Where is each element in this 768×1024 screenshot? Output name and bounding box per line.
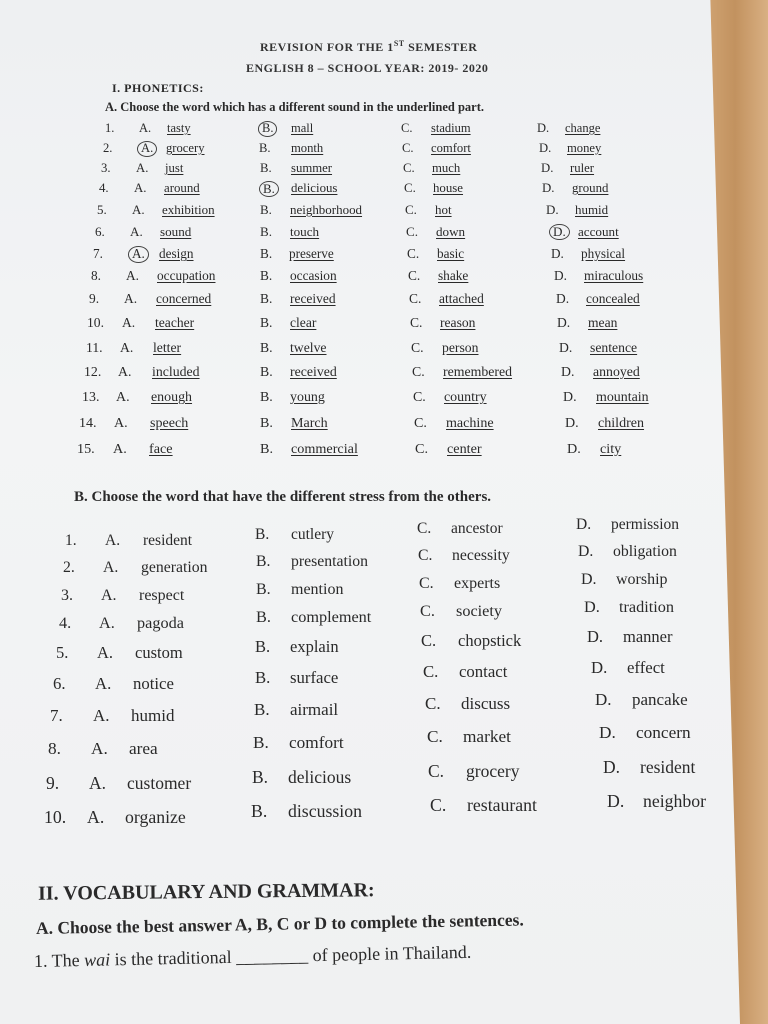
- option-c-word: reason: [440, 315, 476, 330]
- option-a-word: exhibition: [162, 202, 215, 217]
- option-d-word: neighbor: [643, 791, 707, 811]
- option-a-letter[interactable]: A.: [136, 161, 149, 175]
- option-b-word: young: [290, 390, 325, 405]
- title-text-end: SEMESTER: [404, 40, 478, 54]
- question-number: 8.: [48, 739, 61, 758]
- option-c-letter[interactable]: C.: [418, 547, 433, 564]
- option-b-letter[interactable]: B.: [260, 202, 272, 217]
- question-number: 4.: [99, 181, 109, 195]
- option-b-word: airmail: [290, 700, 339, 719]
- option-b-letter[interactable]: B.: [260, 161, 272, 175]
- question-number: 5.: [56, 643, 69, 662]
- option-b-letter[interactable]: B.: [260, 390, 273, 405]
- option-b-letter[interactable]: B.: [260, 415, 273, 431]
- question-number: 8.: [91, 268, 101, 283]
- option-c-letter[interactable]: C.: [415, 441, 428, 457]
- option-d-word: effect: [627, 658, 665, 677]
- option-c-word: contact: [459, 662, 508, 681]
- option-d-letter[interactable]: D.: [554, 268, 567, 283]
- option-a-word: sound: [160, 224, 192, 239]
- option-d-letter[interactable]: D.: [559, 340, 573, 355]
- option-c-letter[interactable]: C.: [406, 224, 419, 239]
- option-a-word: grocery: [166, 141, 205, 155]
- option-d-letter[interactable]: D.: [603, 757, 621, 777]
- option-b-letter[interactable]: B.: [255, 526, 270, 543]
- option-a-word: pagoda: [137, 614, 184, 632]
- option-d-letter[interactable]: D.: [591, 658, 608, 677]
- option-d-word: city: [600, 441, 622, 457]
- option-d-word: concealed: [586, 291, 640, 306]
- option-d-letter[interactable]: D.: [595, 690, 612, 709]
- option-c-letter[interactable]: C.: [408, 268, 421, 283]
- option-d-letter[interactable]: D.: [541, 161, 554, 175]
- option-b-word: commercial: [291, 441, 358, 457]
- option-a-word: resident: [143, 532, 193, 549]
- option-d-word: ground: [572, 181, 609, 195]
- question-number: 12.: [84, 364, 102, 379]
- question-number: 7.: [50, 706, 63, 725]
- option-a-word: generation: [141, 559, 208, 576]
- option-c-word: machine: [446, 415, 494, 431]
- option-a-letter[interactable]: A.: [130, 224, 143, 239]
- option-c-word: house: [433, 181, 464, 195]
- option-b-letter[interactable]: B.: [260, 224, 273, 239]
- option-b-word: twelve: [290, 340, 327, 355]
- question-number: 9.: [46, 773, 60, 793]
- option-b-word: clear: [290, 315, 317, 330]
- option-c-letter[interactable]: C.: [420, 602, 435, 620]
- option-c-letter[interactable]: C.: [412, 364, 425, 379]
- option-b-word: complement: [291, 608, 372, 626]
- option-c-letter[interactable]: C.: [405, 202, 417, 217]
- option-b-word: occasion: [290, 268, 337, 283]
- option-b-letter[interactable]: B.: [253, 733, 269, 752]
- option-a-letter[interactable]: A.: [114, 415, 128, 431]
- option-d-word: mountain: [596, 390, 649, 405]
- option-a-letter[interactable]: A.: [139, 121, 152, 135]
- option-b-letter[interactable]: B.: [260, 441, 273, 457]
- option-d-word: tradition: [619, 598, 675, 616]
- q1-text-start: 1. The: [33, 949, 85, 971]
- option-c-word: discuss: [461, 694, 511, 713]
- option-a-word: customer: [127, 773, 192, 793]
- question-number: 6.: [95, 224, 105, 239]
- q1-answer-blank[interactable]: ________: [235, 945, 309, 967]
- option-b-letter[interactable]: B.: [260, 291, 273, 306]
- option-b-word: comfort: [289, 733, 344, 752]
- option-d-word: permission: [611, 516, 680, 533]
- option-c-word: necessity: [452, 547, 510, 564]
- question-number: 10.: [44, 807, 67, 827]
- option-c-letter[interactable]: C.: [411, 340, 424, 355]
- option-a-letter[interactable]: A.: [105, 532, 121, 549]
- option-b-word: cutlery: [291, 526, 335, 543]
- vocab-part-a: A. Choose the best answer A, B, C or D to complete the sentences.: [35, 909, 524, 938]
- option-c-word: attached: [439, 291, 484, 306]
- option-a-letter[interactable]: A.: [122, 315, 136, 330]
- option-a-word: organize: [125, 807, 186, 827]
- option-d-letter[interactable]: D.: [587, 627, 604, 646]
- option-b-word: month: [291, 141, 324, 155]
- option-d-word: children: [598, 415, 645, 431]
- option-b-letter[interactable]: B.: [251, 801, 268, 821]
- option-c-word: market: [463, 727, 511, 746]
- option-d-letter[interactable]: D.: [557, 315, 571, 330]
- q1-text-mid: is the traditional: [109, 946, 237, 970]
- option-b-letter[interactable]: B.: [255, 637, 271, 656]
- option-d-letter[interactable]: D.: [576, 516, 592, 533]
- option-b-letter[interactable]: B.: [256, 608, 271, 626]
- option-d-letter[interactable]: D.: [578, 543, 594, 560]
- option-c-word: country: [444, 390, 487, 405]
- option-d-word: obligation: [613, 543, 677, 560]
- option-c-word: experts: [454, 575, 501, 592]
- worksheet-subtitle: ENGLISH 8 – SCHOOL YEAR: 2019- 2020: [246, 61, 489, 75]
- question-number: 2.: [103, 141, 113, 155]
- option-a-letter[interactable]: A.: [91, 739, 108, 758]
- option-a-letter-circled[interactable]: A.: [137, 141, 157, 157]
- option-d-word: manner: [623, 627, 673, 646]
- option-c-letter[interactable]: C.: [409, 291, 422, 306]
- option-a-letter[interactable]: A.: [116, 390, 130, 405]
- question-number: 13.: [82, 390, 100, 405]
- option-d-word: account: [578, 224, 619, 239]
- question-number: 6.: [53, 674, 66, 693]
- option-d-word: worship: [616, 571, 668, 588]
- option-d-word: annoyed: [593, 364, 640, 379]
- q1-text-end: of people in Thailand.: [307, 941, 472, 966]
- vocab-heading: II. VOCABULARY AND GRAMMAR:: [37, 879, 375, 905]
- option-a-letter[interactable]: A.: [101, 587, 117, 604]
- option-d-word: miraculous: [584, 268, 644, 283]
- question-number: 5.: [97, 202, 107, 217]
- option-d-word: change: [565, 121, 601, 135]
- option-b-word: delicious: [288, 767, 352, 787]
- option-d-word: sentence: [590, 340, 638, 355]
- option-b-letter[interactable]: B.: [254, 700, 270, 719]
- option-c-word: chopstick: [458, 631, 522, 650]
- option-c-word: comfort: [431, 141, 471, 155]
- option-c-letter[interactable]: C.: [407, 246, 420, 261]
- option-a-word: letter: [153, 340, 182, 355]
- option-c-word: person: [442, 340, 479, 355]
- question-number: 4.: [59, 614, 72, 632]
- option-a-letter[interactable]: A.: [113, 441, 127, 457]
- option-a-letter[interactable]: A.: [103, 559, 119, 576]
- option-c-word: basic: [437, 246, 465, 261]
- option-a-letter[interactable]: A.: [93, 706, 110, 725]
- option-a-letter[interactable]: A.: [134, 181, 147, 195]
- q1-wai-word: wai: [83, 949, 111, 970]
- option-b-word: mall: [291, 121, 314, 135]
- option-a-word: face: [149, 441, 173, 457]
- option-b-letter[interactable]: B.: [260, 364, 273, 379]
- option-c-letter[interactable]: C.: [414, 415, 427, 431]
- option-a-word: respect: [139, 587, 185, 604]
- phonetics-part-a: A. Choose the word which has a different sound in the underlined part.: [105, 100, 484, 114]
- option-b-letter[interactable]: B.: [260, 246, 273, 261]
- option-b-word: surface: [290, 668, 339, 687]
- option-c-letter[interactable]: C.: [403, 161, 415, 175]
- option-d-word: money: [567, 141, 602, 155]
- option-b-word: March: [291, 415, 328, 431]
- option-a-word: tasty: [167, 121, 191, 135]
- option-b-word: touch: [290, 224, 320, 239]
- option-c-letter[interactable]: C.: [402, 141, 414, 155]
- option-c-letter[interactable]: C.: [417, 520, 432, 537]
- option-d-word: concern: [636, 723, 691, 742]
- option-a-word: around: [164, 181, 200, 195]
- option-c-word: remembered: [443, 364, 513, 379]
- option-c-letter[interactable]: C.: [419, 575, 434, 592]
- option-a-letter[interactable]: A.: [120, 340, 134, 355]
- option-b-word: preserve: [289, 246, 334, 261]
- option-a-letter[interactable]: A.: [97, 643, 114, 662]
- option-c-letter[interactable]: C.: [421, 631, 437, 650]
- option-b-letter[interactable]: B.: [252, 767, 269, 787]
- option-a-word: notice: [133, 674, 174, 693]
- option-c-letter[interactable]: C.: [430, 795, 447, 815]
- title-sup: ST: [393, 39, 405, 48]
- option-d-letter[interactable]: D.: [563, 390, 577, 405]
- option-a-letter[interactable]: A.: [95, 674, 112, 693]
- question-number: 3.: [61, 587, 73, 604]
- option-b-letter-circled[interactable]: B.: [258, 121, 277, 137]
- option-b-letter[interactable]: B.: [260, 315, 273, 330]
- option-a-letter[interactable]: A.: [89, 773, 107, 793]
- option-d-word: resident: [640, 757, 696, 777]
- option-c-letter[interactable]: C.: [428, 761, 445, 781]
- option-d-word: pancake: [632, 690, 688, 709]
- option-b-word: delicious: [291, 181, 338, 195]
- option-b-word: summer: [291, 161, 333, 175]
- option-d-letter[interactable]: D.: [556, 291, 570, 306]
- option-d-letter[interactable]: D.: [546, 202, 559, 217]
- option-b-word: received: [290, 364, 337, 379]
- option-d-letter[interactable]: D.: [565, 415, 579, 431]
- option-a-letter-circled[interactable]: A.: [128, 246, 149, 263]
- option-d-letter[interactable]: D.: [561, 364, 575, 379]
- option-a-word: custom: [135, 643, 183, 662]
- option-c-word: hot: [435, 202, 452, 217]
- option-a-word: humid: [131, 706, 175, 725]
- question-number: 14.: [79, 415, 97, 431]
- option-d-letter[interactable]: D.: [542, 181, 555, 195]
- option-d-letter[interactable]: D.: [551, 246, 564, 261]
- option-b-word: discussion: [288, 801, 362, 821]
- option-b-letter[interactable]: B.: [260, 268, 273, 283]
- option-c-letter[interactable]: C.: [423, 662, 439, 681]
- option-d-letter[interactable]: D.: [537, 121, 550, 135]
- option-a-word: design: [159, 246, 194, 261]
- option-c-letter[interactable]: C.: [425, 694, 441, 713]
- option-b-letter[interactable]: B.: [255, 668, 271, 687]
- option-b-letter[interactable]: B.: [259, 141, 271, 155]
- option-c-word: center: [447, 441, 482, 457]
- stress-part-b: B. Choose the word that have the different stress from the others.: [74, 489, 492, 505]
- option-d-letter[interactable]: D.: [567, 441, 581, 457]
- option-a-word: enough: [151, 390, 193, 405]
- option-b-letter-circled[interactable]: B.: [259, 181, 279, 197]
- option-c-letter[interactable]: C.: [404, 181, 416, 195]
- question-number: 3.: [101, 161, 111, 175]
- option-a-letter[interactable]: A.: [126, 268, 139, 283]
- option-c-word: much: [432, 161, 461, 175]
- option-d-word: mean: [588, 315, 618, 330]
- title-text: REVISION FOR THE 1: [260, 40, 394, 54]
- option-a-word: concerned: [156, 291, 212, 306]
- question-number: 11.: [86, 340, 103, 355]
- option-a-letter[interactable]: A.: [87, 807, 105, 827]
- option-c-word: stadium: [431, 121, 471, 135]
- option-d-letter[interactable]: D.: [581, 571, 597, 588]
- option-d-letter[interactable]: D.: [607, 791, 625, 811]
- option-a-word: teacher: [155, 315, 195, 330]
- question-number: 1.: [105, 121, 115, 135]
- option-a-letter[interactable]: A.: [132, 202, 145, 217]
- question-number: 2.: [63, 559, 75, 576]
- option-d-letter[interactable]: D.: [599, 723, 616, 742]
- option-c-word: shake: [438, 268, 469, 283]
- option-b-word: received: [290, 291, 336, 306]
- option-b-word: presentation: [291, 553, 368, 570]
- option-d-word: ruler: [570, 161, 595, 175]
- option-a-letter[interactable]: A.: [124, 291, 138, 306]
- question-number: 10.: [87, 315, 104, 330]
- option-d-word: humid: [575, 202, 609, 217]
- option-d-word: physical: [581, 246, 626, 261]
- option-a-word: occupation: [157, 268, 216, 283]
- question-number: 1.: [65, 532, 77, 549]
- question-number: 9.: [89, 291, 100, 306]
- option-c-word: grocery: [466, 761, 520, 781]
- option-a-word: just: [165, 161, 184, 175]
- option-c-letter[interactable]: C.: [410, 315, 423, 330]
- worksheet-title: [260, 39, 477, 55]
- option-c-letter[interactable]: C.: [427, 727, 443, 746]
- option-a-letter[interactable]: A.: [99, 614, 115, 632]
- option-b-word: explain: [290, 637, 339, 656]
- option-d-letter[interactable]: D.: [584, 598, 600, 616]
- option-c-word: ancestor: [451, 520, 503, 537]
- option-b-letter[interactable]: B.: [256, 581, 271, 598]
- option-a-letter[interactable]: A.: [118, 364, 132, 379]
- option-a-word: area: [129, 739, 158, 758]
- option-c-letter[interactable]: C.: [401, 121, 413, 135]
- question-number: 15.: [77, 441, 95, 457]
- phonetics-heading: I. PHONETICS:: [112, 81, 204, 95]
- option-d-letter-circled[interactable]: D.: [549, 224, 570, 240]
- option-c-word: society: [456, 602, 503, 620]
- option-b-word: neighborhood: [290, 202, 363, 217]
- option-c-word: down: [436, 224, 466, 239]
- question-number: 7.: [93, 246, 103, 261]
- option-a-word: speech: [150, 415, 189, 431]
- option-b-letter[interactable]: B.: [256, 553, 271, 570]
- option-d-letter[interactable]: D.: [539, 141, 552, 155]
- option-c-word: restaurant: [467, 795, 537, 815]
- option-a-word: included: [152, 364, 200, 379]
- option-b-word: mention: [291, 581, 344, 598]
- option-c-letter[interactable]: C.: [413, 390, 426, 405]
- option-b-letter[interactable]: B.: [260, 340, 273, 355]
